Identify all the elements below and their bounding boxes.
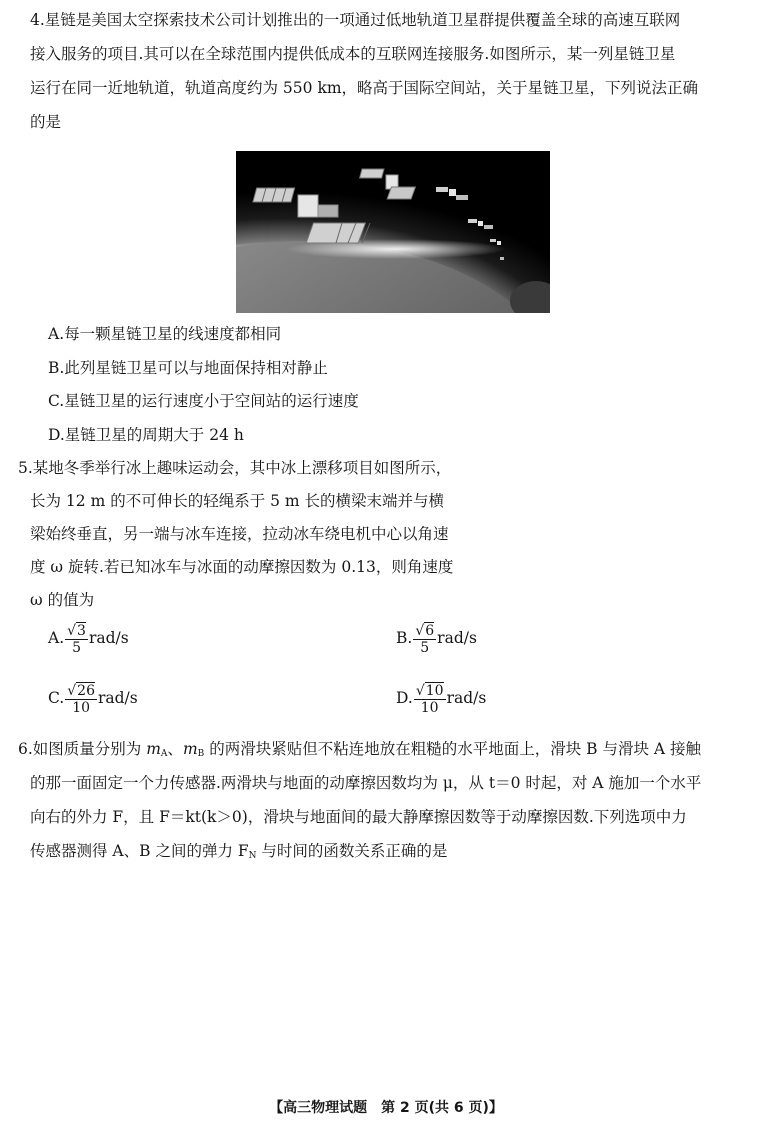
q6-line-3: 向右的外力 F，且 F＝kt(k＞0)，滑块与地面间的最大静摩擦因数等于动摩擦因数.下列选项中力 [30, 808, 687, 826]
q4-option-d: D.星链卫星的周期大于 24 h [48, 426, 244, 444]
q4-line-1: 4.星链是美国太空探索技术公司计划推出的一项通过低地轨道卫星群提供覆盖全球的高速互联网 [30, 11, 681, 29]
q6-line-2: 的那一面固定一个力传感器.两滑块与地面的动摩擦因数均为 μ，从 t＝0 时起，对 A 施加一个水平 [30, 774, 702, 792]
starlink-satellites-photo [236, 151, 550, 313]
q4-line-4: 的是 [30, 113, 62, 131]
fraction: $\frac{√3}{5}$ [67, 623, 86, 656]
q5-line-3: 梁始终垂直，另一端与冰车连接，拉动冰车绕电机中心以角速 [30, 525, 449, 543]
q5-line-5: ω 的值为 [30, 591, 95, 609]
q5-option-b: B. $\frac{√6}{5}$ rad/s [396, 623, 477, 656]
fraction: $\frac{√26}{10}$ [67, 683, 95, 716]
q5-line-4: 度 ω 旋转.若已知冰车与冰面的动摩擦因数为 0.13，则角速度 [30, 558, 454, 576]
q4-option-c: C.星链卫星的运行速度小于空间站的运行速度 [48, 392, 359, 410]
q5-line-2: 长为 12 m 的不可伸长的轻绳系于 5 m 长的横梁末端并与横 [30, 492, 445, 510]
q5-option-c: C. $\frac{√26}{10}$ rad/s [48, 683, 138, 716]
fraction: $\frac{√10}{10}$ [415, 683, 444, 716]
q4-line-3: 运行在同一近地轨道，轨道高度约为 550 km，略高于国际空间站，关于星链卫星，下列说法正确 [30, 79, 699, 97]
page-footer: 【高三物理试题 第 2 页(共 6 页)】 [269, 1100, 503, 1116]
q5-option-a: A. $\frac{√3}{5}$ rad/s [48, 623, 129, 656]
q6-line-4: 传感器测得 A、B 之间的弹力 $F_N$ 与时间的函数关系正确的是 [30, 842, 448, 861]
q5-option-d: D. $\frac{√10}{10}$ rad/s [396, 683, 487, 716]
q6-line-1: 6.如图质量分别为 $m_A$、$m_B$ 的两滑块紧贴但不粘连地放在粗糙的水平地面上，滑块 B 与滑块 A 接触 [18, 740, 701, 759]
q4-option-b: B.此列星链卫星可以与地面保持相对静止 [48, 359, 328, 377]
q4-line-2: 接入服务的项目.其可以在全球范围内提供低成本的互联网连接服务.如图所示，某一列星链卫星 [30, 45, 676, 63]
fraction: $\frac{√6}{5}$ [415, 623, 435, 656]
q4-option-a: A.每一颗星链卫星的线速度都相同 [48, 325, 282, 343]
q5-line-1: 5.某地冬季举行冰上趣味运动会，其中冰上漂移项目如图所示， [18, 459, 452, 477]
